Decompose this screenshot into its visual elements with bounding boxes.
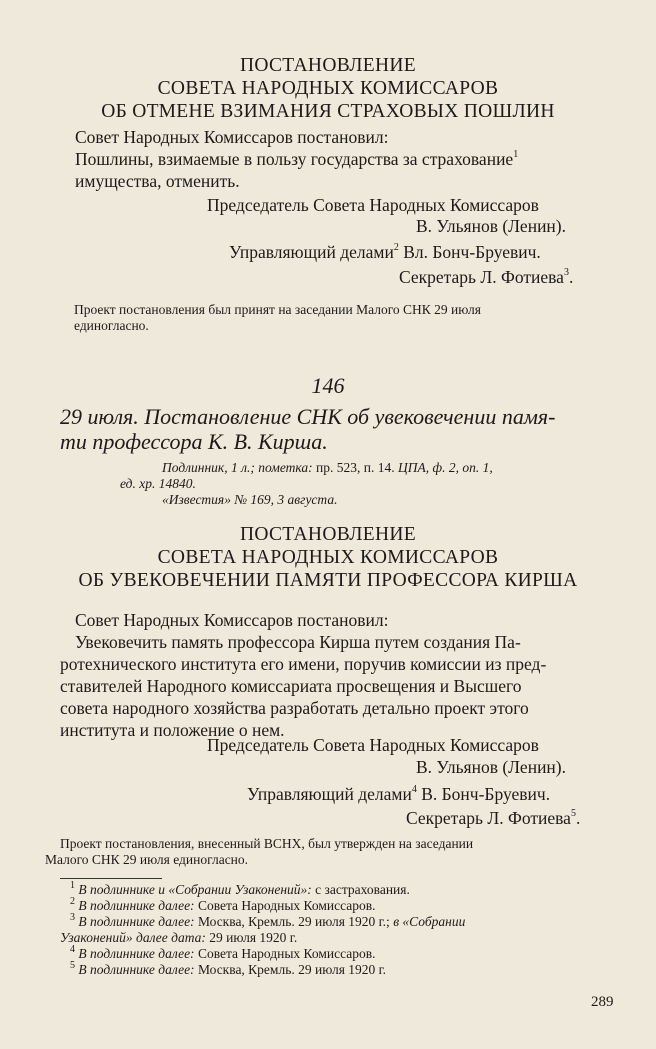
footnote-4-text: Совета Народных Комиссаров.: [197, 946, 376, 961]
decree1-signature-chair: Председатель Совета Народных Комиссаров: [207, 195, 539, 215]
page-number: 289: [591, 994, 614, 1010]
footnote-5-label: В подлиннике далее:: [78, 962, 195, 977]
decree1-signature-manager-title: Управляющий делами: [229, 242, 394, 262]
footnote-2-text: Совета Народных Комиссаров.: [197, 898, 376, 913]
decree1-heading-line1: ПОСТАНОВЛЕНИЕ: [240, 55, 416, 76]
source-protocol: пр. 523, п. 14.: [316, 460, 395, 475]
footnote-5: [70, 959, 387, 978]
decree1-note-line2: единогласно.: [74, 318, 149, 333]
decree1-signature-secretary: Секретарь Л. Фотиева$^3$.: [399, 267, 574, 287]
footnote-3-line2: [60, 930, 297, 946]
footnote-ref-4: 4: [411, 784, 417, 796]
decree2-intro: Совет Народных Комиссаров постановил:: [75, 610, 389, 630]
footnote-3-text: Москва, Кремль. 29 июля 1920 г.;: [197, 914, 390, 929]
footnote-1: [70, 879, 410, 898]
footnote-3: [70, 911, 466, 930]
footnote-3-label2: в «Собрании: [393, 914, 466, 929]
decree2-signature-manager: [247, 784, 550, 805]
footnote-3-line2-label: Узаконений» далее дата:: [60, 930, 206, 945]
decree1-text-line2: имущества, отменить.: [75, 171, 240, 191]
decree2-text-line2: ротехнического института его имени, поручив комиссии из пред-: [60, 654, 547, 674]
decree2-heading-line2: СОВЕТА НАРОДНЫХ КОМИССАРОВ: [157, 547, 499, 568]
document-source-line3: «Известия» № 169, 3 августа.: [162, 492, 338, 507]
decree1-heading-line3: ОБ ОТМЕНЕ ВЗИМАНИЯ СТРАХОВЫХ ПОШЛИН: [101, 101, 555, 122]
footnote-3-number: 3: [70, 911, 75, 923]
decree2-text-line3: ставителей Народного комиссариата просвещения и Высшего: [60, 676, 522, 696]
decree2-signature-chair: Председатель Совета Народных Комиссаров: [207, 735, 539, 755]
decree2-text-line5: института и положение о нем.: [60, 720, 285, 740]
footnote-2: [70, 895, 376, 914]
decree2-note-line1: Проект постановления, внесенный ВСНХ, был утвержден на заседании: [60, 836, 474, 851]
decree1-heading-line2: СОВЕТА НАРОДНЫХ КОМИССАРОВ: [157, 78, 499, 99]
footnote-1-text: с застрахования.: [315, 882, 410, 897]
decree2-signature-manager-title: Управляющий делами: [247, 784, 412, 804]
footnote-4: [70, 943, 376, 962]
decree2-heading-line1: ПОСТАНОВЛЕНИЕ: [240, 524, 416, 545]
document-number: 146: [311, 373, 345, 398]
decree1-intro: Совет Народных Комиссаров постановил:: [75, 127, 389, 147]
footnote-2-label: В подлиннике далее:: [78, 898, 195, 913]
decree2-note-line2: Малого СНК 29 июля единогласно.: [45, 852, 249, 867]
decree1-signature-chair-name: В. Ульянов (Ленин).: [416, 216, 566, 236]
decree1-signature-manager: [229, 242, 541, 263]
decree2-text-line1: Увековечить память профессора Кирша путем создания Па-: [75, 632, 521, 652]
footnote-divider: [60, 878, 162, 879]
decree1-note-line1: Проект постановления был принят на заседании Малого СНК 29 июля: [74, 302, 481, 317]
source-original: Подлинник, 1 л.; пометка:: [162, 460, 313, 475]
source-archive: ЦПА, ф. 2, оп. 1,: [397, 460, 493, 475]
decree2-heading-line3: ОБ УВЕКОВЕЧЕНИИ ПАМЯТИ ПРОФЕССОРА КИРША: [78, 570, 578, 591]
decree2-text-line4: совета народного хозяйства разработать детально проект этого: [60, 698, 529, 718]
document-source-line1: [162, 460, 493, 476]
document-source-line2: ед. хр. 14840.: [120, 476, 196, 491]
footnote-3-label: В подлиннике далее:: [78, 914, 195, 929]
footnote-ref-5: 5: [570, 808, 576, 820]
decree1-signature-secretary-text: Секретарь Л. Фотиева: [399, 267, 564, 287]
decree1-signature-manager-name: Вл. Бонч-Бруевич.: [403, 242, 541, 262]
decree1-text-line1-content: Пошлины, взимаемые в пользу государства за страхование: [75, 149, 514, 169]
footnote-ref-2: 2: [393, 242, 399, 254]
footnote-4-label: В подлиннике далее:: [78, 946, 195, 961]
footnote-4-number: 4: [70, 943, 75, 955]
footnote-5-text: Москва, Кремль. 29 июля 1920 г.: [197, 962, 387, 977]
footnote-2-number: 2: [70, 895, 75, 907]
footnote-1-label: В подлиннике и «Собрании Узаконений»:: [78, 882, 312, 897]
decree2-signature-secretary: Секретарь Л. Фотиева$^5$.: [406, 808, 581, 828]
footnote-1-number: 1: [70, 879, 75, 891]
decree2-signature-secretary-text: Секретарь Л. Фотиева: [406, 808, 571, 828]
document-title-line1: 29 июля. Постановление СНК об увековечении памя-: [60, 404, 556, 429]
decree2-signature-manager-name: В. Бонч-Бруевич.: [421, 784, 551, 804]
document-title-line2: ти профессора К. В. Кирша.: [60, 429, 328, 454]
footnote-3-line2-text: 29 июля 1920 г.: [209, 930, 298, 945]
footnote-5-number: 5: [70, 959, 75, 971]
footnote-ref-3: 3: [563, 267, 569, 279]
decree2-signature-chair-name: В. Ульянов (Ленин).: [416, 757, 566, 777]
footnote-ref-1: 1: [513, 149, 519, 161]
decree1-text-line1: [75, 149, 518, 170]
